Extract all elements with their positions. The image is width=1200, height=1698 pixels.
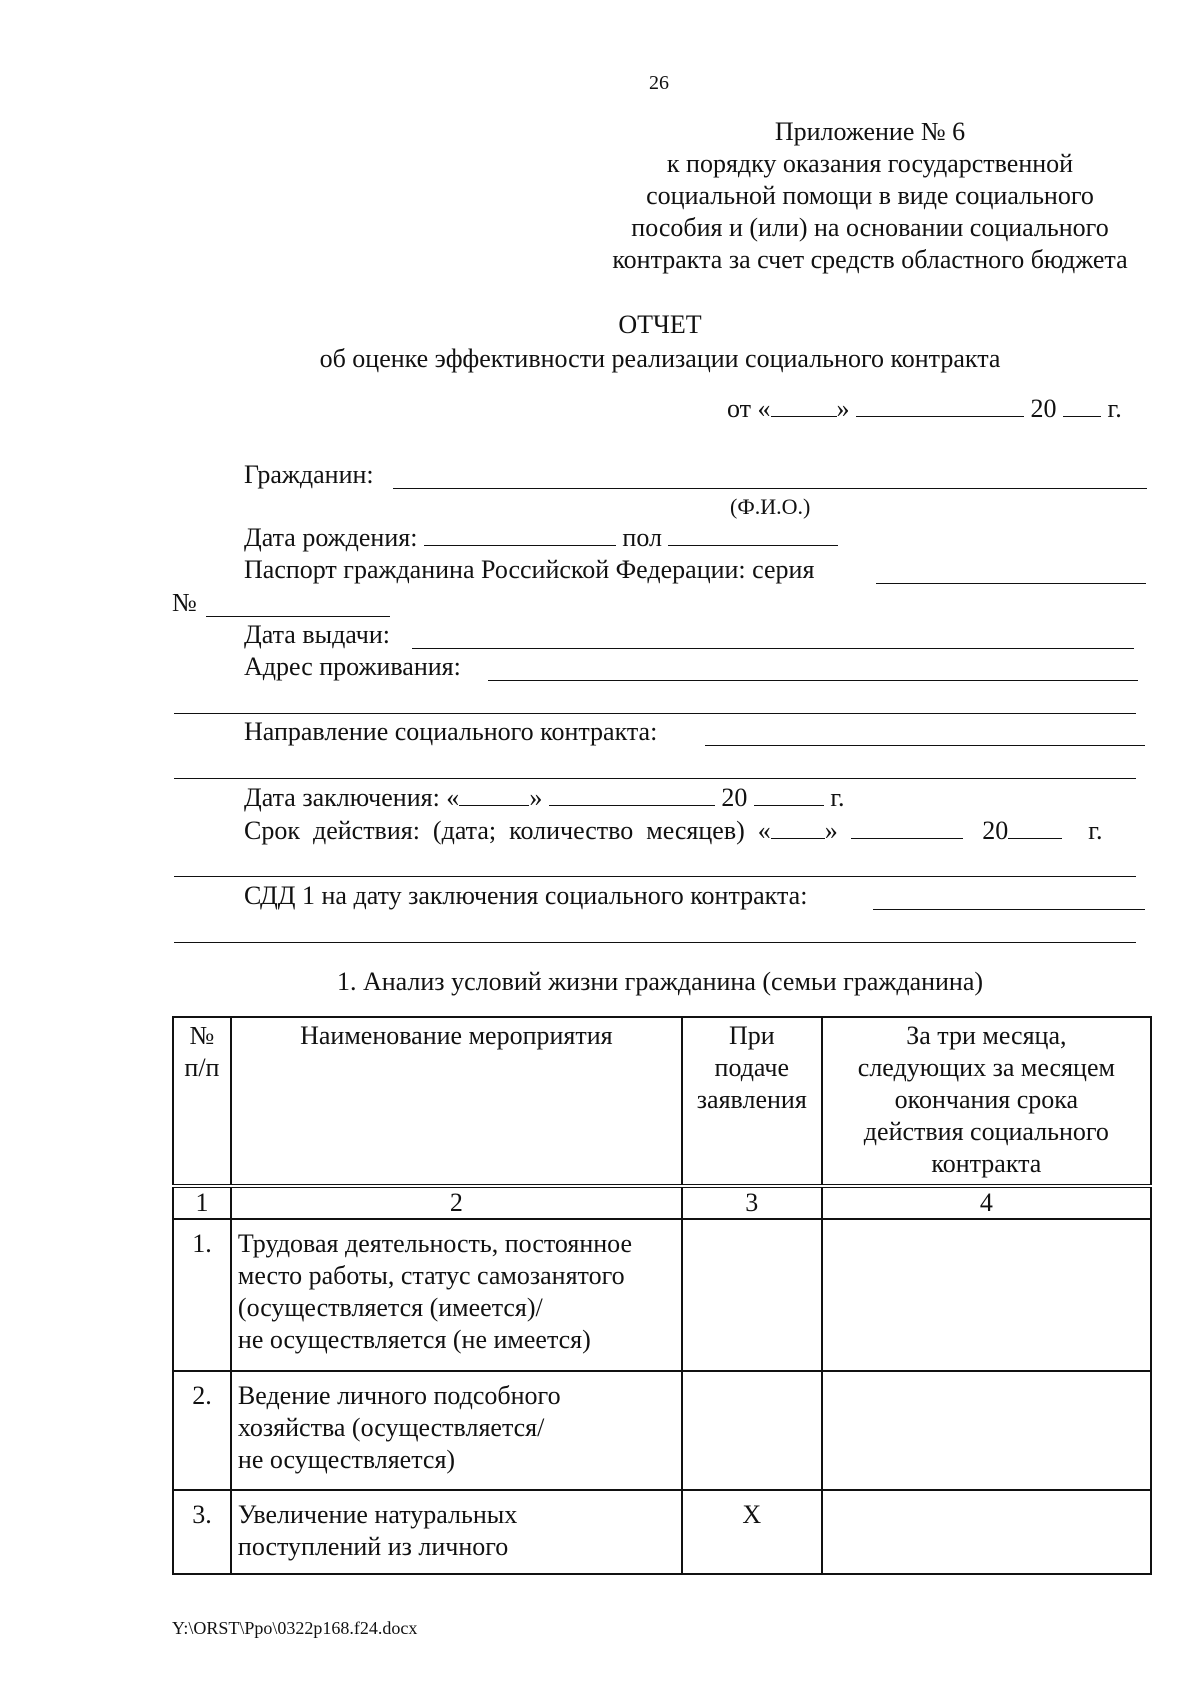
row-num: 2.: [173, 1371, 231, 1490]
term-field-line-2[interactable]: [174, 876, 1136, 877]
direction-label: Направление социального контракта:: [244, 717, 658, 746]
column-number: 2: [231, 1186, 682, 1219]
page-number: 26: [649, 72, 669, 94]
term-year-field[interactable]: [1008, 816, 1062, 839]
row-name: [231, 1219, 682, 1371]
header-num: [173, 1017, 231, 1186]
header-app-line: подаче: [714, 1053, 790, 1082]
citizen-field[interactable]: [393, 488, 1147, 489]
row-line: место работы, статус самозанятого: [237, 1261, 625, 1290]
report-subtitle: об оценке эффективности реализации социального контракта: [319, 344, 1001, 373]
birth-row: [244, 523, 838, 553]
table-column-numbers: [173, 1186, 1151, 1219]
date-month-blank[interactable]: [856, 394, 1024, 417]
sex-label: пол: [622, 523, 662, 552]
birth-label: Дата рождения:: [244, 523, 418, 552]
conclusion-row: [244, 783, 845, 813]
sdd-label: СДД 1 на дату заключения социального контракта:: [244, 881, 808, 910]
conditions-table: [172, 1016, 1152, 1575]
fio-hint: (Ф.И.О.): [730, 494, 811, 519]
direction-field[interactable]: [705, 745, 1145, 746]
header-after-line: контракта: [931, 1149, 1042, 1178]
table-row: [173, 1219, 1151, 1371]
header-app-line: заявления: [696, 1085, 807, 1114]
passport-series-field[interactable]: [876, 583, 1146, 584]
row-line: поступлений из личного: [237, 1532, 509, 1561]
sdd-field-line-2[interactable]: [174, 942, 1136, 943]
address-label: Адрес проживания:: [244, 652, 461, 681]
conclusion-suffix: г.: [830, 783, 845, 812]
row-line: Трудовая деятельность, постоянное: [237, 1229, 633, 1258]
conclusion-day-field[interactable]: [459, 783, 529, 806]
table-row: [173, 1371, 1151, 1490]
row-line: не осуществляется): [237, 1445, 456, 1474]
conclusion-mid: »: [529, 783, 543, 812]
header-at-application: [682, 1017, 822, 1186]
footer-file-path: Y:\ORST\Ppo\0322p168.f24.docx: [172, 1618, 418, 1638]
row-num: 1.: [173, 1219, 231, 1371]
address-field[interactable]: [488, 680, 1138, 681]
header-after-line: следующих за месяцем: [857, 1053, 1115, 1082]
date-mid: »: [836, 394, 850, 423]
column-number: 4: [822, 1186, 1151, 1219]
report-date: [727, 394, 1122, 424]
term-mid: »: [824, 816, 838, 845]
header-app-line: При: [728, 1021, 775, 1050]
date-day-blank[interactable]: [771, 394, 837, 417]
date-prefix: от «: [727, 394, 771, 423]
date-year-blank[interactable]: [1063, 394, 1101, 417]
report-title: ОТЧЕТ: [618, 310, 702, 339]
term-month-field[interactable]: [851, 816, 963, 839]
header-after-line: За три месяца,: [906, 1021, 1067, 1050]
appendix-line-5: контракта за счет средств областного бюджета: [612, 245, 1128, 274]
header-num-line: п/п: [184, 1053, 220, 1082]
sdd-field[interactable]: [873, 909, 1145, 910]
row-line: Увеличение натуральных: [237, 1500, 518, 1529]
passport-number-field[interactable]: [206, 616, 390, 617]
conclusion-month-field[interactable]: [549, 783, 715, 806]
term-row: [244, 816, 1103, 846]
term-label: Срок действия: (дата; количество месяцев) «: [244, 816, 771, 845]
passport-label: Паспорт гражданина Российской Федерации: серия: [244, 555, 815, 584]
row-col4-cell[interactable]: [822, 1371, 1151, 1490]
appendix-line-3: социальной помощи в виде социального: [646, 181, 1094, 210]
header-num-line: №: [189, 1021, 215, 1050]
appendix-line-1: Приложение № 6: [774, 117, 966, 146]
row-line: Ведение личного подсобного: [237, 1381, 561, 1410]
citizen-label: Гражданин:: [244, 460, 374, 489]
column-number: 1: [173, 1186, 231, 1219]
address-field-line-2[interactable]: [174, 713, 1136, 714]
row-line: не осуществляется (не имеется): [237, 1325, 591, 1354]
header-after-line: действия социального: [863, 1117, 1109, 1146]
row-col4-cell[interactable]: [822, 1490, 1151, 1574]
term-year: 20: [982, 816, 1009, 845]
header-name: Наименование мероприятия: [231, 1017, 682, 1186]
row-num: 3.: [173, 1490, 231, 1574]
date-year: 20: [1030, 394, 1057, 423]
appendix-line-4: пособия и (или) на основании социального: [631, 213, 1109, 242]
row-col3-cell[interactable]: [682, 1371, 822, 1490]
table-header-row: [173, 1017, 1151, 1186]
passport-number-label: №: [172, 588, 197, 617]
section-heading: 1. Анализ условий жизни гражданина (семьи гражданина): [336, 967, 984, 996]
conclusion-label: Дата заключения: «: [244, 783, 460, 812]
row-col3-cell[interactable]: [682, 1219, 822, 1371]
column-number: 3: [682, 1186, 822, 1219]
conclusion-year-field[interactable]: [754, 783, 824, 806]
term-suffix: г.: [1088, 816, 1103, 845]
header-after: [822, 1017, 1151, 1186]
row-line: (осуществляется (имеется)/: [237, 1293, 543, 1322]
term-day-field[interactable]: [771, 816, 825, 839]
row-name: [231, 1490, 682, 1574]
row-line: хозяйства (осуществляется/: [237, 1413, 545, 1442]
header-after-line: окончания срока: [894, 1085, 1079, 1114]
conclusion-year: 20: [721, 783, 748, 812]
table-row: [173, 1490, 1151, 1574]
birth-field[interactable]: [424, 523, 616, 546]
sex-field[interactable]: [668, 523, 838, 546]
issue-label: Дата выдачи:: [244, 620, 391, 649]
row-col4-cell[interactable]: [822, 1219, 1151, 1371]
issue-field[interactable]: [412, 648, 1134, 649]
date-suffix: г.: [1107, 394, 1122, 423]
row-col3-cell[interactable]: Х: [682, 1490, 822, 1574]
row-name: [231, 1371, 682, 1490]
appendix-line-2: к порядку оказания государственной: [666, 149, 1074, 178]
direction-field-line-2[interactable]: [174, 778, 1136, 779]
